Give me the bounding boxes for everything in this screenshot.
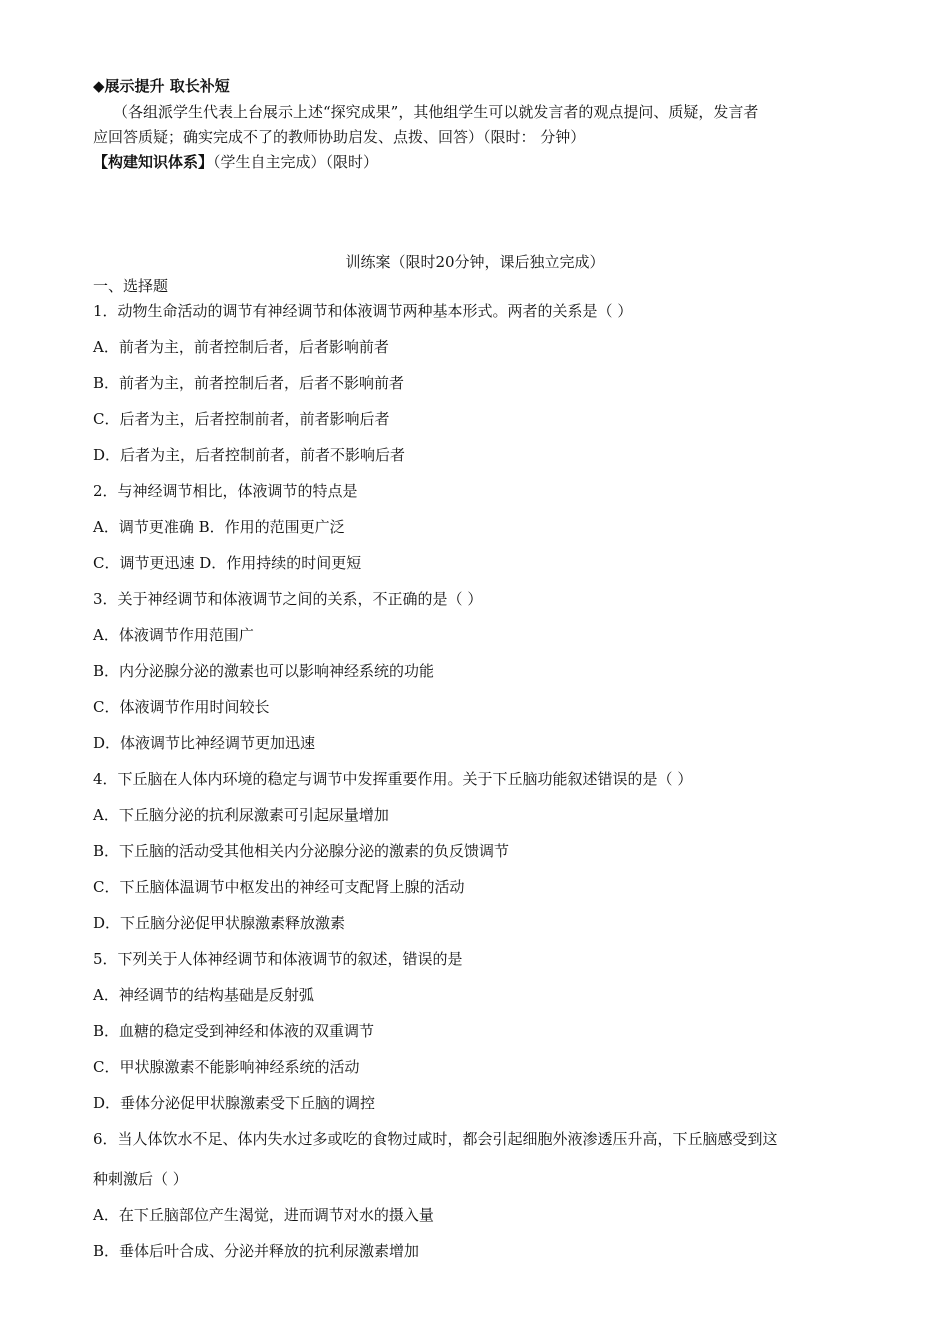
question-3-option-c: C．体液调节作用时间较长	[93, 698, 270, 716]
training-title: 训练案（限时20分钟，课后独立完成）	[345, 253, 605, 271]
knowledge-note: （学生自主完成）（限时）	[213, 153, 379, 171]
question-5-stem: 5．下列关于人体神经调节和体液调节的叙述，错误的是	[93, 950, 463, 968]
question-2-options-ab: A．调节更准确 B．作用的范围更广泛	[93, 518, 345, 536]
question-5-option-d: D．垂体分泌促甲状腺激素受下丘脑的调控	[93, 1094, 376, 1112]
question-6-stem: 6．当人体饮水不足、体内失水过多或吃的食物过咸时，都会引起细胞外液渗透压升高，下丘脑感受到这	[93, 1130, 778, 1148]
question-5-option-a: A．神经调节的结构基础是反射弧	[93, 986, 314, 1004]
question-1-stem: 1．动物生命活动的调节有神经调节和体液调节两种基本形式。两者的关系是（ ）	[93, 302, 633, 320]
question-4-option-c: C．下丘脑体温调节中枢发出的神经可支配肾上腺的活动	[93, 878, 465, 896]
question-4-option-d: D．下丘脑分泌促甲状腺激素释放激素	[93, 914, 346, 932]
intro-paragraph-line1: （各组派学生代表上台展示上述“探究成果”，其他组学生可以就发言者的观点提问、质疑，发言者	[113, 103, 759, 121]
question-4-option-a: A．下丘脑分泌的抗利尿激素可引起尿量增加	[93, 806, 389, 824]
question-5-option-c: C．甲状腺激素不能影响神经系统的活动	[93, 1058, 360, 1076]
question-4-option-b: B．下丘脑的活动受其他相关内分泌腺分泌的激素的负反馈调节	[93, 842, 510, 860]
section-heading-showcase: ◆展示提升 取长补短	[93, 77, 230, 95]
knowledge-heading: 【构建知识体系】	[93, 153, 214, 171]
question-5-option-b: B．血糖的稳定受到神经和体液的双重调节	[93, 1022, 375, 1040]
question-1-option-c: C．后者为主，后者控制前者，前者影响后者	[93, 410, 390, 428]
question-1-option-b: B．前者为主，前者控制后者，后者不影响前者	[93, 374, 405, 392]
question-6-option-a: A．在下丘脑部位产生渴觉，进而调节对水的摄入量	[93, 1206, 434, 1224]
knowledge-system-line	[93, 152, 378, 172]
intro-paragraph-line2: 应回答质疑；确实完成不了的教师协助启发、点拨、回答）（限时： 分钟）	[93, 128, 586, 146]
question-6-option-b: B．垂体后叶合成、分泌并释放的抗利尿激素增加	[93, 1242, 420, 1260]
question-1-option-d: D．后者为主，后者控制前者，前者不影响后者	[93, 446, 406, 464]
question-3-option-d: D．体液调节比神经调节更加迅速	[93, 734, 316, 752]
question-1-option-a: A．前者为主，前者控制后者，后者影响前者	[93, 338, 389, 356]
question-4-stem: 4．下丘脑在人体内环境的稳定与调节中发挥重要作用。关于下丘脑功能叙述错误的是（ ）	[93, 770, 693, 788]
question-3-option-b: B．内分泌腺分泌的激素也可以影响神经系统的功能	[93, 662, 435, 680]
question-3-option-a: A．体液调节作用范围广	[93, 626, 254, 644]
section-choice-questions: 一、选择题	[93, 277, 169, 295]
question-2-stem: 2．与神经调节相比，体液调节的特点是	[93, 482, 358, 500]
question-3-stem: 3．关于神经调节和体液调节之间的关系，不正确的是（ ）	[93, 590, 483, 608]
question-2-options-cd: C．调节更迅速 D．作用持续的时间更短	[93, 554, 362, 572]
question-6-stem-continued: 种刺激后（ ）	[93, 1170, 188, 1188]
